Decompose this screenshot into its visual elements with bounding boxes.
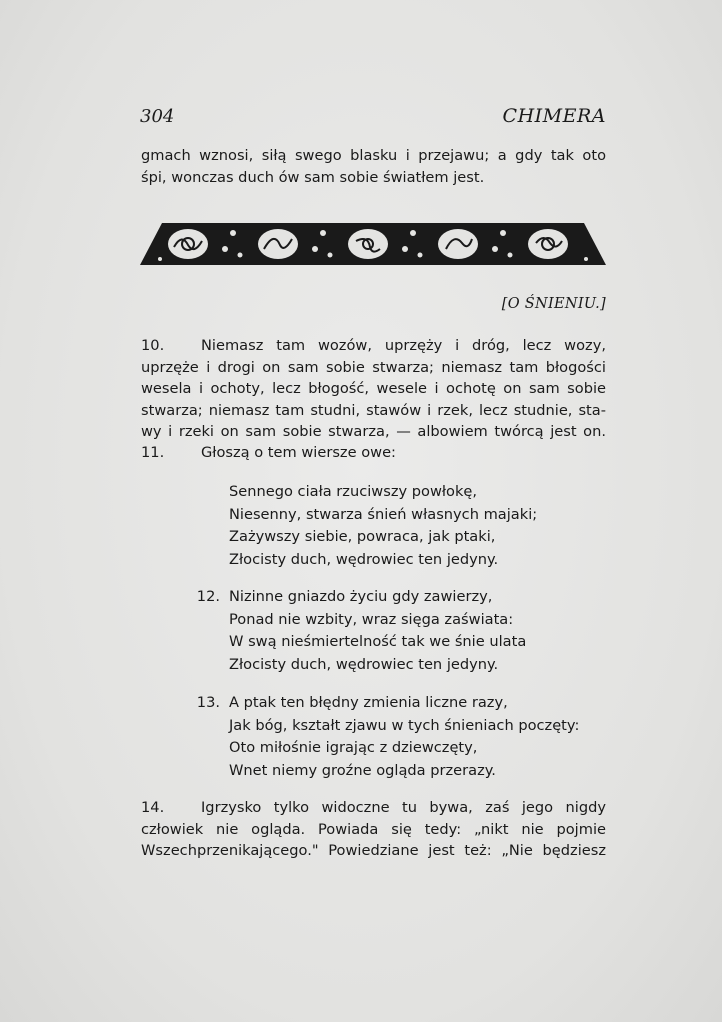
- paragraph-11: [141, 442, 606, 464]
- text-line: wy i rzeki on sam sobie stwarza, — albowiem twórcą jest on.: [141, 423, 606, 440]
- verse-line: Złocisty duch, wędrowiec ten jedyny.: [229, 550, 499, 568]
- text-line: śpi, wonczas duch ów sam sobie światłem jest.: [141, 168, 485, 186]
- text-line: [141, 335, 606, 357]
- text-line-content: Igrzysko tylko widoczne tu bywa, zaś jego nigdy: [201, 799, 606, 816]
- stanza-number: 12.: [196, 588, 220, 605]
- verse-line: W swą nieśmiertelność tak we śnie ulata: [229, 633, 527, 650]
- verse-line: Jak bóg, kształt zjawu w tych śnieniach poczęty:: [229, 716, 580, 734]
- verse-line: Nizinne gniazdo życiu gdy zawierzy,: [229, 588, 493, 605]
- text-line: Wszechprzenikającego." Powiedziane jest też: „Nie będziesz: [141, 842, 606, 859]
- text-line: stwarza; niemasz tam studni, stawów i rzek, lecz studnie, sta-: [141, 401, 606, 419]
- stanza-number: 13.: [196, 694, 220, 711]
- text-line: wesela i ochoty, lecz błogość, wesele i ochotę on sam sobie: [141, 380, 606, 397]
- text-line-content: Głoszą o tem wiersze owe:: [201, 444, 396, 461]
- paragraph-number: 10.: [141, 337, 165, 354]
- paragraph-number: 11.: [141, 444, 165, 461]
- verse-line: Sennego ciała rzuciwszy powłokę,: [229, 483, 478, 500]
- verse-line: Ponad nie wzbity, wraz sięga zaświata:: [229, 610, 514, 628]
- text-line: [141, 797, 606, 819]
- verse-stanza: [186, 586, 606, 676]
- text-line: [141, 442, 606, 464]
- verse-stanza: [186, 481, 606, 571]
- floral-ornament-icon: [140, 219, 606, 267]
- page-header: [140, 102, 606, 130]
- verse-line: A ptak ten błędny zmienia liczne razy,: [229, 694, 508, 711]
- intro-paragraph: [141, 145, 606, 188]
- verse-line: Wnet niemy groźne ogląda przerazy.: [229, 761, 496, 779]
- page-number: 304: [140, 106, 175, 127]
- section-label: [O ŚNIENIU.]: [501, 296, 606, 312]
- paragraph-14: [141, 797, 606, 862]
- verse-line: Złocisty duch, wędrowiec ten jedyny.: [229, 655, 499, 673]
- paragraph-number: 14.: [141, 799, 165, 816]
- verse-line: Niesenny, stwarza śnień własnych majaki;: [229, 505, 538, 523]
- text-line-content: Niemasz tam wozów, uprzęży i dróg, lecz wozy,: [201, 337, 606, 354]
- text-line: gmach wznosi, siłą swego blasku i przejawu; a gdy tak oto: [141, 147, 606, 164]
- verse-line: Oto miłośnie igrając z dziewczęty,: [229, 739, 478, 756]
- verse-line: Zażywszy siebie, powraca, jak ptaki,: [229, 528, 496, 545]
- text-line: uprzęże i drogi on sam sobie stwarza; niemasz tam błogości: [141, 358, 606, 376]
- paragraph-10: [141, 335, 606, 443]
- running-title: CHIMERA: [502, 105, 606, 127]
- verse-stanza: [186, 692, 606, 782]
- text-line: człowiek nie ogląda. Powiada się tedy: „nikt nie pojmie: [141, 820, 606, 838]
